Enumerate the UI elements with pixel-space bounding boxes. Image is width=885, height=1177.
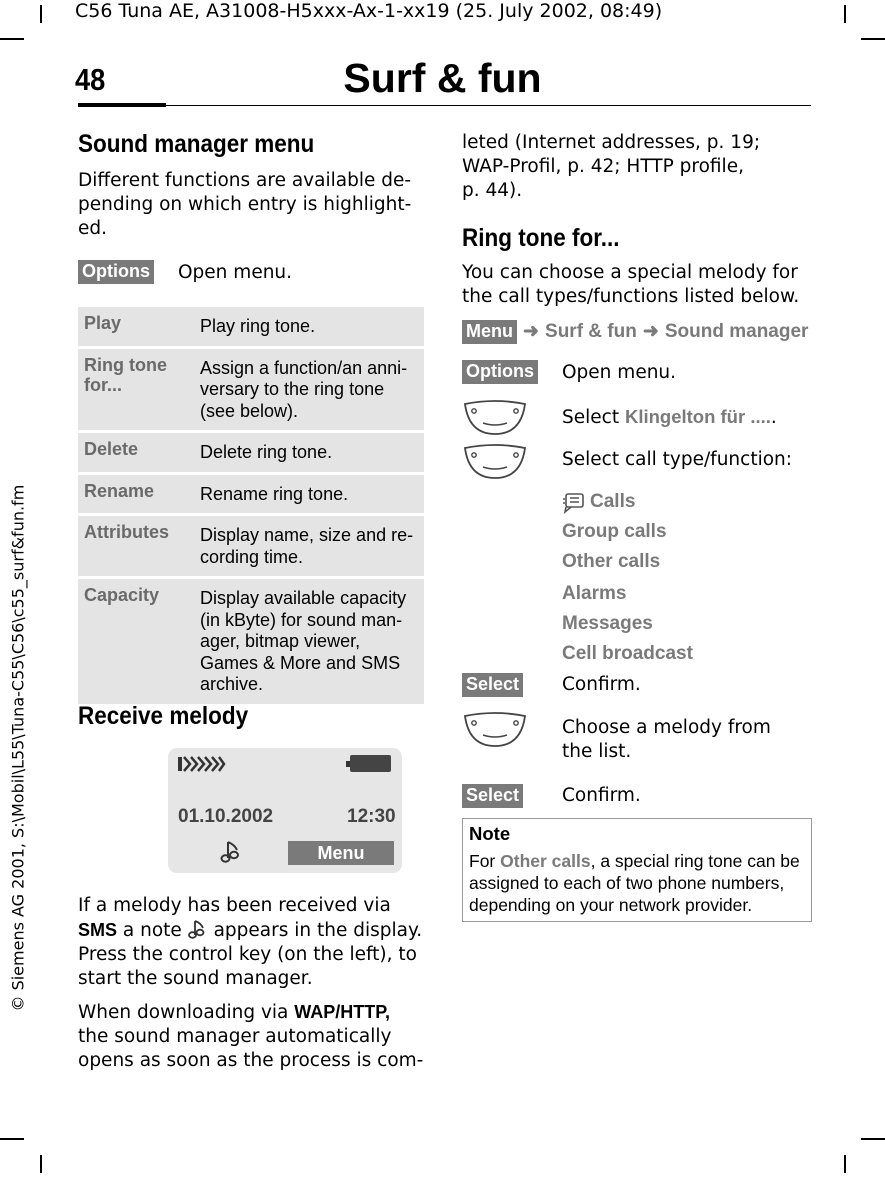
table-row	[78, 579, 424, 704]
choose-melody-text: Choose a melody from the list.	[562, 717, 771, 762]
list-item: Group calls	[562, 521, 667, 542]
display-time: 12:30	[347, 806, 396, 827]
crop-mark	[0, 38, 24, 40]
option-name: Capacity	[78, 579, 190, 704]
wap-http-label: WAP/HTTP,	[294, 1002, 390, 1022]
intro-paragraph: Different functions are available de- pending on which entry is highlight- ed.	[78, 170, 412, 239]
option-name: Ring tone for...	[78, 349, 190, 431]
table-row	[78, 349, 424, 431]
select-softkey: Select	[462, 784, 523, 808]
table-row	[78, 475, 424, 514]
table-row	[78, 433, 424, 472]
note-box: Note For Other calls, a special ring tone can be assigned to each of two phone numbers, depending on your network provider.	[462, 818, 812, 922]
list-item: Other calls	[562, 551, 661, 572]
ringtone-intro: You can choose a special melody for the call types/functions listed below.	[462, 262, 800, 307]
path-item: Sound manager	[664, 321, 809, 342]
control-key-icon	[463, 400, 527, 436]
melody-note-icon	[220, 839, 244, 865]
display-date: 01.10.2002	[178, 806, 274, 827]
crop-mark	[844, 5, 846, 23]
select-softkey: Select	[462, 673, 523, 697]
select-step	[462, 673, 523, 697]
list-item: Messages	[562, 613, 653, 634]
menu-softkey: Menu	[288, 841, 394, 865]
option-description: Display available capacity (in kByte) for sound man- ager, bitmap viewer, Games & More and SMS archive.	[190, 579, 424, 704]
path-arrow: ➜	[642, 321, 659, 342]
list-item: Alarms	[562, 583, 627, 604]
select-step	[462, 784, 523, 808]
option-name: Delete	[78, 433, 190, 472]
option-description: Assign a function/an anni- versary to the ring tone (see below).	[190, 349, 424, 431]
select-step-text: Select Klingelton für .....	[562, 406, 777, 428]
menu-softkey: Menu	[462, 320, 517, 344]
option-name: Rename	[78, 475, 190, 514]
confirm-text: Confirm.	[562, 785, 641, 806]
crop-mark	[861, 1138, 885, 1140]
options-step	[462, 360, 538, 384]
control-key-icon	[463, 712, 527, 748]
confirm-text: Confirm.	[562, 674, 641, 695]
option-description: Display name, size and re- cording time.	[190, 516, 424, 576]
header-rule-thick	[78, 103, 166, 107]
receive-paragraph: If a melody has been received via SMS a note appears in the display. Press the control key (on the left), to start the sound manager.	[78, 895, 423, 989]
battery-icon	[346, 754, 392, 774]
list-item: Calls	[590, 491, 636, 512]
list-item: Cell broadcast	[562, 643, 693, 664]
options-softkey: Options	[78, 260, 154, 284]
option-description: Delete ring tone.	[190, 433, 424, 472]
options-softkey: Options	[462, 360, 538, 384]
note-text: For Other calls, a special ring tone can be	[469, 851, 800, 871]
option-description: Rename ring tone.	[190, 475, 424, 514]
option-name: Play	[78, 307, 190, 346]
document-info: C56 Tuna AE, A31008-H5xxx-Ax-1-xx19 (25. July 2002, 08:49)	[75, 0, 663, 22]
control-key-icon	[463, 444, 527, 480]
path-item: Surf & fun	[545, 321, 637, 342]
note-title: Note	[469, 823, 511, 844]
options-step-text: Open menu.	[178, 262, 293, 283]
calls-icon	[562, 492, 586, 514]
options-step	[78, 260, 154, 284]
option-name: Attributes	[78, 516, 190, 576]
option-description: Play ring tone.	[190, 307, 424, 346]
sound-manager-options-table	[78, 304, 424, 707]
crop-mark	[0, 1138, 24, 1140]
section-heading: Sound manager menu	[78, 130, 315, 158]
crop-mark	[40, 5, 42, 23]
options-step-text: Open menu.	[562, 362, 677, 383]
path-arrow: ➜	[523, 321, 539, 342]
melody-note-icon	[188, 919, 208, 939]
crop-mark	[844, 1155, 846, 1173]
section-heading: Ring tone for...	[462, 224, 620, 252]
menu-path	[462, 320, 808, 344]
crop-mark	[40, 1155, 42, 1173]
page-number: 48	[75, 62, 106, 97]
copyright-side-text: © Siemens AG 2001, S:\Mobil\L55\Tuna-C55\C56\c55_surf&fun.fm	[8, 484, 28, 1012]
table-row	[78, 516, 424, 576]
sms-label: SMS	[78, 920, 118, 940]
page-title: Surf & fun	[343, 55, 542, 101]
table-row	[78, 307, 424, 346]
signal-strength-icon	[178, 754, 226, 774]
select-type-text: Select call type/function:	[562, 449, 792, 470]
header-rule	[78, 105, 811, 106]
download-paragraph: When downloading via WAP/HTTP, the sound manager automatically opens as soon as the process is com-	[78, 1002, 424, 1071]
continued-paragraph: leted (Internet addresses, p. 19; WAP-Profil, p. 42; HTTP profile, p. 44).	[462, 132, 761, 201]
crop-mark	[861, 38, 885, 40]
section-heading: Receive melody	[78, 702, 249, 730]
